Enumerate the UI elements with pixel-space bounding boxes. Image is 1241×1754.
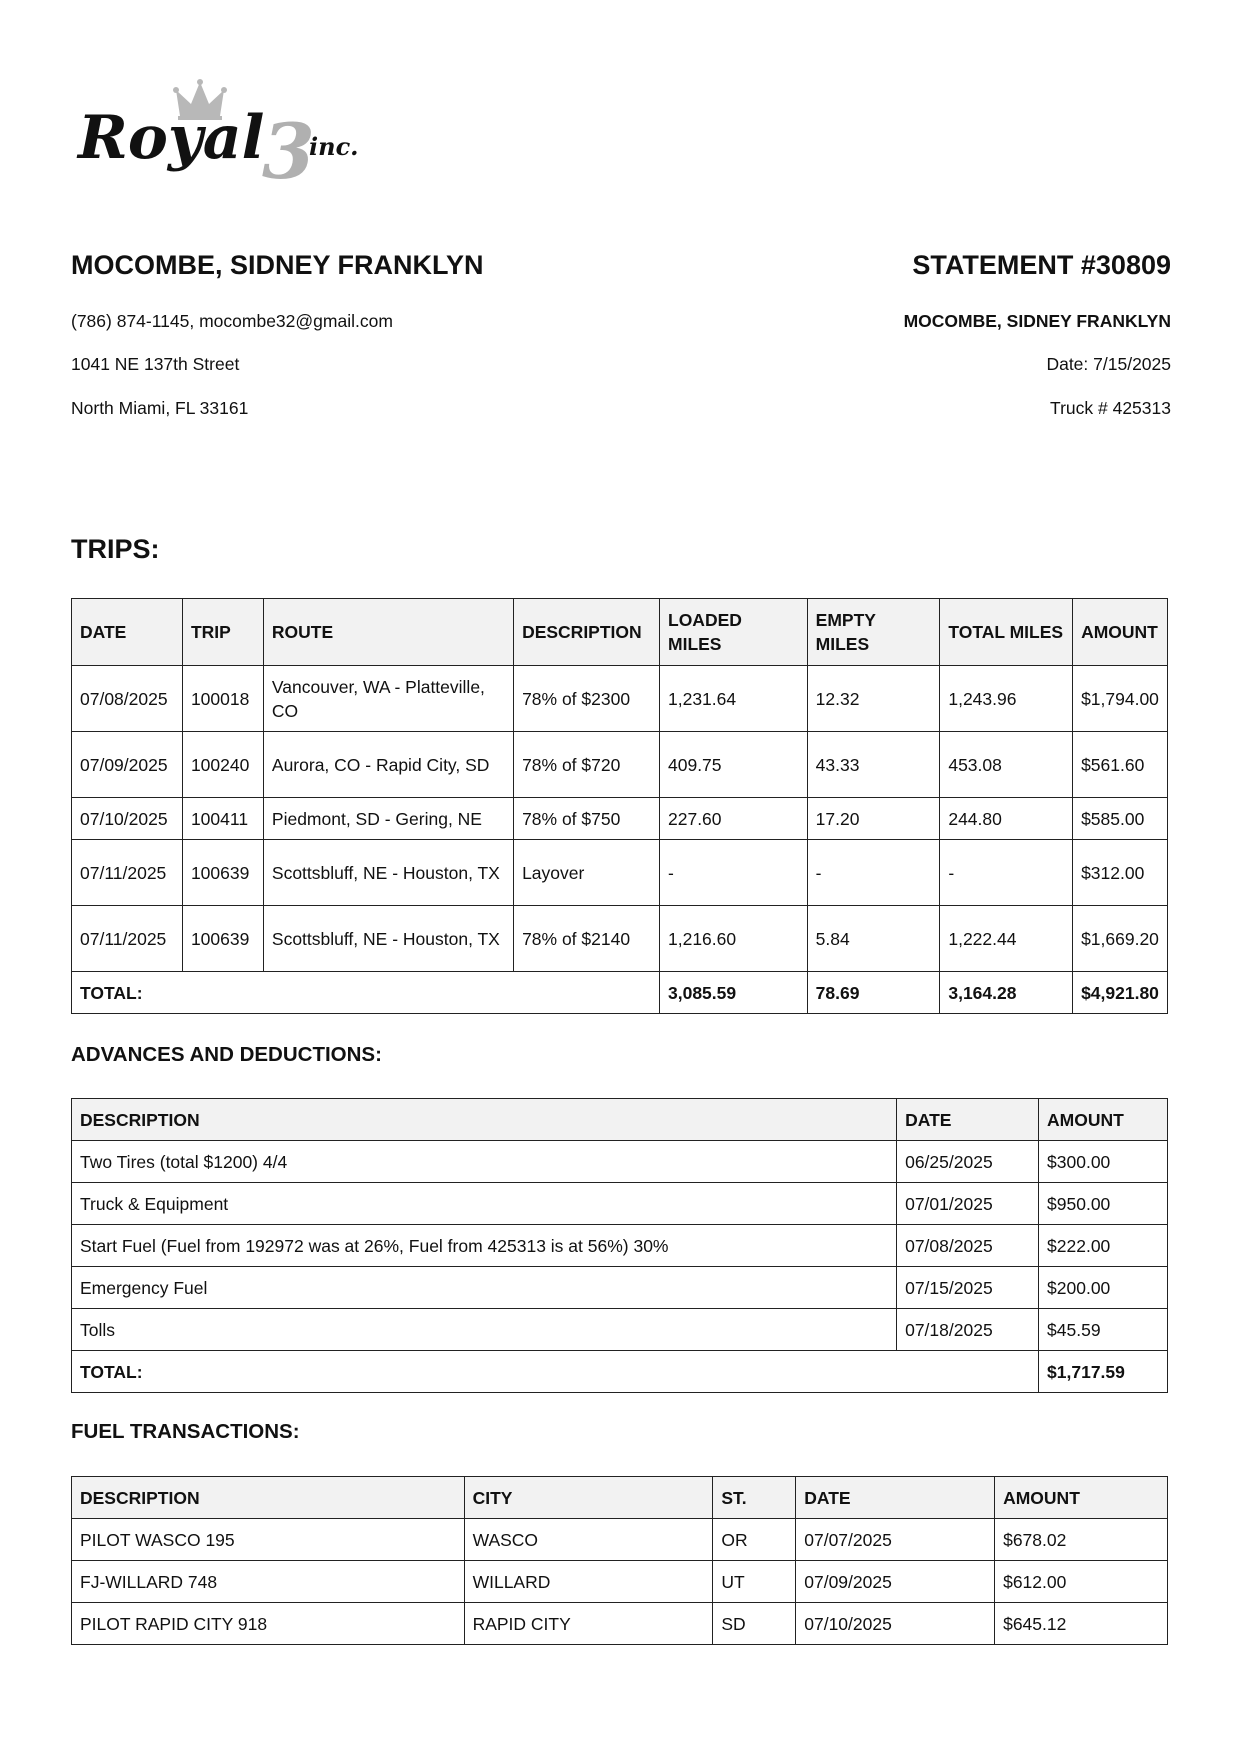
trip-empty-miles: -	[807, 840, 940, 906]
table-row	[72, 1141, 1168, 1183]
trip-number: 100411	[182, 798, 263, 840]
trip-amount: $1,794.00	[1073, 666, 1168, 732]
trip-total-miles: 244.80	[940, 798, 1073, 840]
trip-description: 78% of $2140	[514, 906, 660, 972]
table-row	[72, 1561, 1168, 1603]
statement-date: Date: 7/15/2025	[1046, 354, 1171, 374]
trip-loaded-miles: -	[660, 840, 808, 906]
advances-total-label: TOTAL:	[72, 1351, 1039, 1393]
col-header-amount: AMOUNT	[1073, 599, 1168, 666]
fuel-amount: $678.02	[995, 1519, 1168, 1561]
advances-total-amount: $1,717.59	[1039, 1351, 1168, 1393]
fuel-city: WILLARD	[464, 1561, 713, 1603]
col-header-date: DATE	[796, 1477, 995, 1519]
trip-total-miles: -	[940, 840, 1073, 906]
trip-date: 07/09/2025	[72, 732, 183, 798]
advances-header-row	[72, 1099, 1168, 1141]
logo-suffix: inc.	[309, 132, 359, 161]
fuel-amount: $612.00	[995, 1561, 1168, 1603]
trip-amount: $1,669.20	[1073, 906, 1168, 972]
advances-table	[71, 1098, 1168, 1393]
trip-description: 78% of $2300	[514, 666, 660, 732]
advance-date: 07/01/2025	[897, 1183, 1039, 1225]
table-row	[72, 1519, 1168, 1561]
table-row	[72, 1309, 1168, 1351]
logo-numeral: 3	[262, 107, 315, 196]
trip-empty-miles: 12.32	[807, 666, 940, 732]
trip-description: 78% of $720	[514, 732, 660, 798]
col-header-state: ST.	[713, 1477, 796, 1519]
fuel-description: FJ-WILLARD 748	[72, 1561, 465, 1603]
trip-date: 07/10/2025	[72, 798, 183, 840]
table-row	[72, 1225, 1168, 1267]
advance-amount: $45.59	[1039, 1309, 1168, 1351]
advances-total-row	[72, 1351, 1168, 1393]
table-row	[72, 906, 1168, 972]
advance-amount: $222.00	[1039, 1225, 1168, 1267]
trip-route: Scottsbluff, NE - Houston, TX	[263, 840, 513, 906]
driver-contact: (786) 874-1145, mocombe32@gmail.com	[71, 311, 393, 331]
col-header-date: DATE	[72, 599, 183, 666]
trip-empty-miles: 5.84	[807, 906, 940, 972]
trips-total-label: TOTAL:	[72, 972, 660, 1014]
trip-number: 100639	[182, 840, 263, 906]
col-header-trip: TRIP	[182, 599, 263, 666]
trip-route: Piedmont, SD - Gering, NE	[263, 798, 513, 840]
fuel-date: 07/09/2025	[796, 1561, 995, 1603]
advance-amount: $300.00	[1039, 1141, 1168, 1183]
fuel-city: RAPID CITY	[464, 1603, 713, 1645]
advance-date: 06/25/2025	[897, 1141, 1039, 1183]
fuel-amount: $645.12	[995, 1603, 1168, 1645]
trips-table	[71, 598, 1168, 1014]
trip-empty-miles: 17.20	[807, 798, 940, 840]
col-header-description: DESCRIPTION	[514, 599, 660, 666]
trip-route: Vancouver, WA - Platteville, CO	[263, 666, 513, 732]
logo-wordmark: Royal	[78, 103, 265, 173]
fuel-state: OR	[713, 1519, 796, 1561]
trip-description: 78% of $750	[514, 798, 660, 840]
trip-date: 07/11/2025	[72, 906, 183, 972]
trips-total-loaded: 3,085.59	[660, 972, 808, 1014]
col-header-city: CITY	[464, 1477, 713, 1519]
table-row	[72, 1183, 1168, 1225]
trip-number: 100018	[182, 666, 263, 732]
trip-amount: $585.00	[1073, 798, 1168, 840]
table-row	[72, 1603, 1168, 1645]
trip-route: Aurora, CO - Rapid City, SD	[263, 732, 513, 798]
trip-loaded-miles: 227.60	[660, 798, 808, 840]
col-header-date: DATE	[897, 1099, 1039, 1141]
trips-total-miles: 3,164.28	[940, 972, 1073, 1014]
col-header-description: DESCRIPTION	[72, 1477, 465, 1519]
table-row	[72, 1267, 1168, 1309]
advance-description: Start Fuel (Fuel from 192972 was at 26%, Fuel from 425313 is at 56%) 30%	[72, 1225, 897, 1267]
statement-title: STATEMENT #30809	[912, 250, 1171, 280]
trips-total-empty: 78.69	[807, 972, 940, 1014]
fuel-description: PILOT WASCO 195	[72, 1519, 465, 1561]
trip-description: Layover	[514, 840, 660, 906]
company-logo	[76, 78, 386, 196]
fuel-description: PILOT RAPID CITY 918	[72, 1603, 465, 1645]
advance-date: 07/18/2025	[897, 1309, 1039, 1351]
trip-date: 07/08/2025	[72, 666, 183, 732]
col-header-loaded-miles: LOADED MILES	[660, 599, 808, 666]
trips-total-amount: $4,921.80	[1073, 972, 1168, 1014]
table-row	[72, 666, 1168, 732]
fuel-date: 07/10/2025	[796, 1603, 995, 1645]
advance-description: Truck & Equipment	[72, 1183, 897, 1225]
trip-total-miles: 1,243.96	[940, 666, 1073, 732]
fuel-city: WASCO	[464, 1519, 713, 1561]
advance-description: Emergency Fuel	[72, 1267, 897, 1309]
trip-route: Scottsbluff, NE - Houston, TX	[263, 906, 513, 972]
table-row	[72, 732, 1168, 798]
royal-3-inc-logo	[76, 78, 386, 196]
col-header-description: DESCRIPTION	[72, 1099, 897, 1141]
trips-header-row	[72, 599, 1168, 666]
advances-heading: ADVANCES AND DEDUCTIONS:	[71, 1043, 382, 1066]
driver-street: 1041 NE 137th Street	[71, 354, 240, 374]
col-header-amount: AMOUNT	[1039, 1099, 1168, 1141]
advance-description: Two Tires (total $1200) 4/4	[72, 1141, 897, 1183]
table-row	[72, 840, 1168, 906]
trip-date: 07/11/2025	[72, 840, 183, 906]
trip-empty-miles: 43.33	[807, 732, 940, 798]
driver-name: MOCOMBE, SIDNEY FRANKLYN	[71, 250, 484, 280]
col-header-route: ROUTE	[263, 599, 513, 666]
fuel-state: UT	[713, 1561, 796, 1603]
trip-amount: $312.00	[1073, 840, 1168, 906]
statement-info	[651, 249, 1171, 418]
driver-city: North Miami, FL 33161	[71, 398, 249, 418]
statement-driver-name: MOCOMBE, SIDNEY FRANKLYN	[903, 311, 1171, 331]
col-header-empty-miles: EMPTY MILES	[807, 599, 940, 666]
trip-loaded-miles: 409.75	[660, 732, 808, 798]
fuel-heading: FUEL TRANSACTIONS:	[71, 1420, 300, 1443]
fuel-state: SD	[713, 1603, 796, 1645]
trip-loaded-miles: 1,216.60	[660, 906, 808, 972]
col-header-total-miles: TOTAL MILES	[940, 599, 1073, 666]
table-row	[72, 798, 1168, 840]
trip-loaded-miles: 1,231.64	[660, 666, 808, 732]
trip-amount: $561.60	[1073, 732, 1168, 798]
trips-total-row	[72, 972, 1168, 1014]
advance-description: Tolls	[72, 1309, 897, 1351]
col-header-amount: AMOUNT	[995, 1477, 1168, 1519]
trip-number: 100639	[182, 906, 263, 972]
advance-date: 07/15/2025	[897, 1267, 1039, 1309]
advance-amount: $950.00	[1039, 1183, 1168, 1225]
trip-total-miles: 1,222.44	[940, 906, 1073, 972]
trip-number: 100240	[182, 732, 263, 798]
fuel-date: 07/07/2025	[796, 1519, 995, 1561]
driver-info	[71, 249, 671, 418]
advance-amount: $200.00	[1039, 1267, 1168, 1309]
truck-number: Truck # 425313	[1050, 398, 1171, 418]
trips-heading: TRIPS:	[71, 534, 160, 564]
advance-date: 07/08/2025	[897, 1225, 1039, 1267]
trip-total-miles: 453.08	[940, 732, 1073, 798]
fuel-table	[71, 1476, 1168, 1645]
fuel-header-row	[72, 1477, 1168, 1519]
